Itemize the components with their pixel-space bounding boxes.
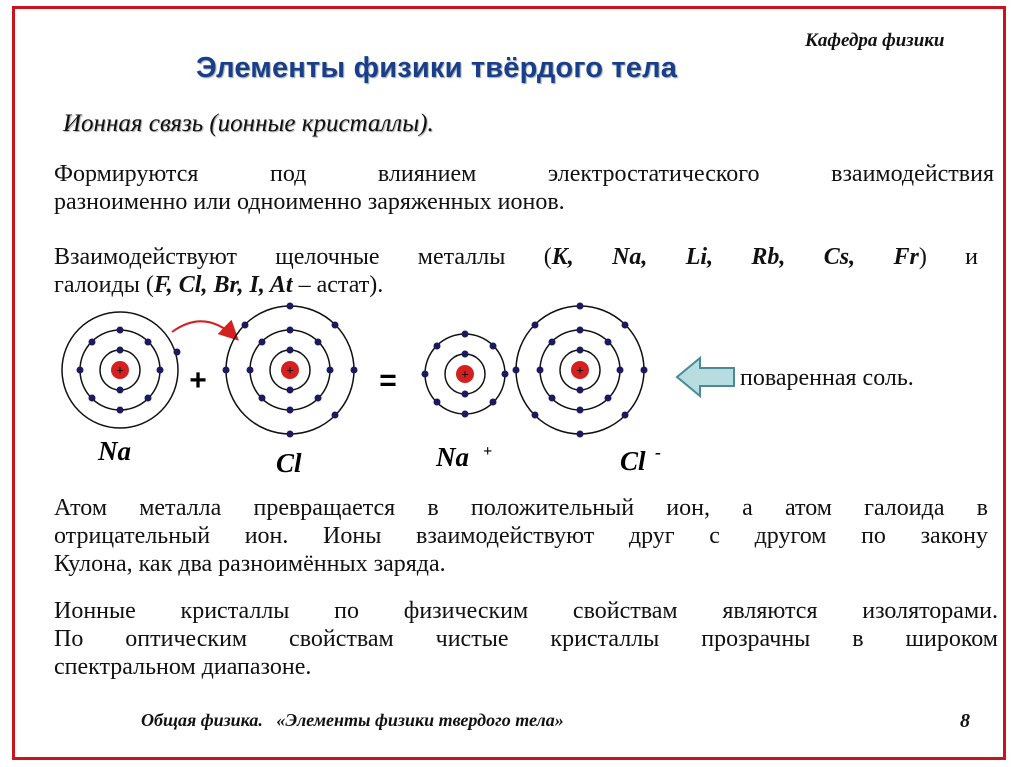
table-salt-label: поваренная соль. [740, 365, 914, 391]
nucleus-sign: + [116, 364, 124, 379]
halides-list: F, Cl, Br, I, At [153, 272, 293, 298]
slide-subtitle: Ионная связь (ионные кристаллы). [63, 110, 434, 137]
na-label: Na [98, 436, 131, 466]
text-fragment: Взаимодействуют щелочные металлы ( [54, 244, 552, 270]
paragraph-ion-conversion [54, 494, 988, 578]
plus-sign: + [189, 364, 207, 397]
paragraph-formation [54, 160, 994, 216]
text-line: спектральном диапазоне. [54, 654, 312, 680]
equals-sign: = [379, 364, 397, 397]
na-ion-label: Na [436, 442, 469, 472]
text-fragment: – астат). [292, 272, 384, 298]
text-line: Кулона, как два разноимённых заряда. [54, 551, 446, 577]
text-fragment: ) и [918, 244, 978, 270]
footer-text: Общая физика. «Элементы физики твердого тела» [141, 710, 564, 730]
text-line: По оптическим свойствам чистые кристаллы прозрачны в широком [54, 626, 998, 652]
chlorine-atom [223, 303, 358, 438]
text-line: Ионные кристаллы по физическим свойствам являются изоляторами. [54, 598, 998, 624]
alkali-metals-list: K, Na, Li, Rb, Cs, Fr [551, 244, 919, 270]
department-label: Кафедра физики [805, 30, 945, 51]
left-arrow-icon [677, 358, 734, 396]
na-ion-charge: + [483, 443, 493, 460]
chlorine-ion [513, 303, 648, 438]
paragraph-crystal-properties [54, 597, 998, 681]
text-line: разноименно или одноименно заряженных ионов. [54, 189, 565, 215]
sodium-ion [422, 331, 509, 418]
nucleus-sign: + [576, 364, 584, 379]
nucleus-sign: + [286, 364, 294, 379]
text-line: Атом металла превращается в положительный ион, а атом галоида в [54, 495, 988, 521]
page-number: 8 [960, 710, 970, 732]
text-fragment: галоиды ( [54, 272, 154, 298]
slide-title: Элементы физики твёрдого тела [196, 52, 678, 84]
electron-transfer-arrow [172, 321, 236, 338]
text-line: отрицательный ион. Ионы взаимодействуют друг с другом по закону [54, 523, 988, 549]
nucleus-sign: + [461, 368, 469, 383]
text-line [54, 243, 978, 271]
sodium-atom [62, 312, 181, 428]
text-line: Формируются под влиянием электростатического взаимодействия [54, 161, 994, 187]
cl-ion-label: Cl [620, 446, 646, 476]
cl-ion-charge: - [655, 442, 661, 462]
cl-label: Cl [276, 448, 302, 478]
